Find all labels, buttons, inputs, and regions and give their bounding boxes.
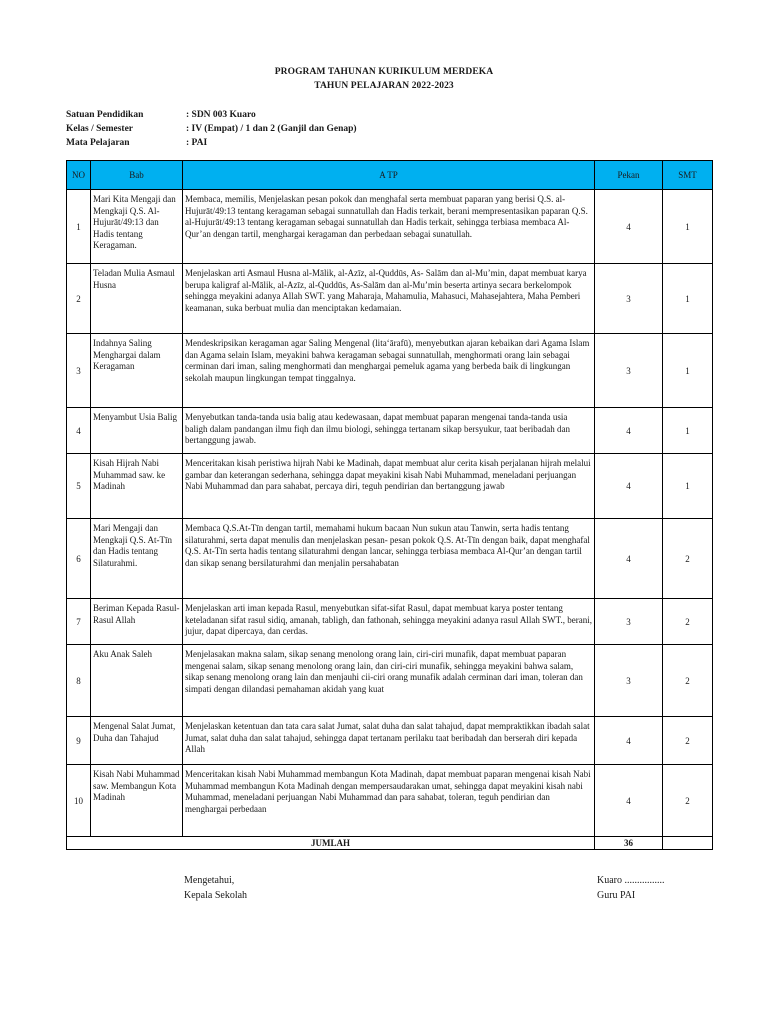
row-pekan: 4 xyxy=(595,408,663,454)
table-row xyxy=(67,454,713,519)
row-bab: Kisah Nabi Muhammad saw. Membangun Kota Madinah xyxy=(91,765,183,837)
row-bab: Mengenal Salat Jumat, Duha dan Tahajud xyxy=(91,717,183,765)
row-smt: 1 xyxy=(663,190,713,264)
row-smt: 1 xyxy=(663,408,713,454)
row-pekan: 3 xyxy=(595,334,663,408)
row-smt: 2 xyxy=(663,765,713,837)
meta-row-kelas xyxy=(66,122,357,136)
signature-right-line1: Kuaro ................ xyxy=(597,875,665,886)
table-row xyxy=(67,717,713,765)
row-pekan: 4 xyxy=(595,717,663,765)
row-pekan: 4 xyxy=(595,519,663,599)
col-smt-header: SMT xyxy=(663,161,713,190)
meta-value: : PAI xyxy=(186,138,208,148)
table-row xyxy=(67,765,713,837)
program-table xyxy=(66,160,713,850)
row-pekan: 4 xyxy=(595,190,663,264)
table-header-row xyxy=(67,161,713,190)
row-bab: Teladan Mulia Asmaul Husna xyxy=(91,264,183,334)
meta-value: : SDN 003 Kuaro xyxy=(186,110,256,120)
total-label: JUMLAH xyxy=(67,837,595,850)
document-subtitle: TAHUN PELAJARAN 2022-2023 xyxy=(314,81,454,91)
signature-right xyxy=(597,873,665,903)
signature-left-line2: Kepala Sekolah xyxy=(184,890,248,901)
meta-label: Satuan Pendidikan xyxy=(66,110,144,120)
row-atp: Mendeskripsikan keragaman agar Saling Mengenal (lita‘ārafū), menyebutkan ajaran kebaikan dari Agama Islam dan Agama selain Islam, meyakini bahwa keragaman sebagai sunnatullah, menghormati orang lain sebagai cerminan dari iman, saling menghormati dan menghargai pemeluk agama yang berbeda baik di lingkungan sekolah maupun lingkungan tempat tinggalnya. xyxy=(183,334,595,408)
row-atp: Menjelaskan arti iman kepada Rasul, menyebutkan sifat-sifat Rasul, dapat membuat karya poster tentang keteladanan sifat rasul sidiq, amanah, tabligh, dan fathonah, sehingga meyakini adanya rasul Allah SWT., berani, jujur, dapat dipercaya, dan cerdas. xyxy=(183,599,595,645)
table-row xyxy=(67,334,713,408)
row-no: 9 xyxy=(67,717,91,765)
table-row xyxy=(67,519,713,599)
row-bab: Aku Anak Saleh xyxy=(91,645,183,717)
col-no-header: NO xyxy=(67,161,91,190)
table-row xyxy=(67,190,713,264)
row-atp: Membaca Q.S.At-Tīn dengan tartil, memahami hukum bacaan Nun sukun atau Tanwin, serta hadis tentang silaturahmi, serta dapat menulis dan menjelaskan pesan- pesan pokok Q.S. At-Tīn dengan baik, dapat menghafal Q.S. At-Tīn serta hadis tentang silaturahmi dengan lancar, sehingga terbiasa membaca Al-Qur’an dengan tartil dan sikap senang bersilaturahmi dan menjalin persahabatan xyxy=(183,519,595,599)
meta-value: : IV (Empat) / 1 dan 2 (Ganjil dan Genap) xyxy=(186,124,357,134)
signature-left xyxy=(184,873,247,903)
row-smt: 2 xyxy=(663,519,713,599)
total-value: 36 xyxy=(595,837,663,850)
table-row xyxy=(67,645,713,717)
table-row xyxy=(67,599,713,645)
row-bab: Mari Kita Mengaji dan Mengkaji Q.S. Al-Hujurāt/49:13 dan Hadis tentang Keragaman. xyxy=(91,190,183,264)
row-pekan: 3 xyxy=(595,599,663,645)
row-smt: 2 xyxy=(663,599,713,645)
row-no: 3 xyxy=(67,334,91,408)
row-atp: Membaca, memilis, Menjelaskan pesan pokok dan menghafal serta membuat paparan yang berisi Q.S. al-Hujurāt/49:13 tentang keragaman sebagai sunnatullah dan Hadis terkait, berani mempresentasikan paparan Q.S. al-Hujurāt/49:13 tentang keragaman sebagai sunnatullah dan Hadis terkait, sehingga terbiasa membaca Al-Qur’an dengan tartil, menghargai keragaman dan perbedaan sebagai sunatullah. xyxy=(183,190,595,264)
signature-left-line1: Mengetahui, xyxy=(184,875,235,886)
document-meta xyxy=(66,108,357,150)
row-pekan: 3 xyxy=(595,264,663,334)
row-smt: 1 xyxy=(663,454,713,519)
row-pekan: 4 xyxy=(595,454,663,519)
table-total-row xyxy=(67,837,713,850)
row-no: 1 xyxy=(67,190,91,264)
meta-label: Mata Pelajaran xyxy=(66,138,130,148)
col-pekan-header: Pekan xyxy=(595,161,663,190)
row-bab: Menyambut Usia Balig xyxy=(91,408,183,454)
row-bab: Indahnya Saling Menghargai dalam Keragaman xyxy=(91,334,183,408)
row-atp: Menjelaskan ketentuan dan tata cara salat Jumat, salat duha dan salat tahajud, dapat mempraktikkan ibadah salat Jumat, salat duha dan salat tahajud, sehingga dapat tertanam perilaku taat beribadah dan berserah diri kepada Allah xyxy=(183,717,595,765)
signature-right-line2: Guru PAI xyxy=(597,890,636,901)
meta-row-mapel xyxy=(66,136,357,150)
row-bab: Beriman Kepada Rasul-Rasul Allah xyxy=(91,599,183,645)
row-atp: Menjelasakan makna salam, sikap senang menolong orang lain, ciri-ciri munafik, dapat membuat paparan mengenai salam, sikap senang menolong orang lain, dan ciri-ciri munafik, sehingga meyakini bahwa salam, sikap senang menolong orang lain dan menjauhi cii-ciri orang munafik adalah cerminan dari iman, toleran dan simpati dengan dilandasi pemahaman akidah yang kuat xyxy=(183,645,595,717)
row-pekan: 3 xyxy=(595,645,663,717)
row-no: 8 xyxy=(67,645,91,717)
row-smt: 2 xyxy=(663,717,713,765)
row-no: 6 xyxy=(67,519,91,599)
meta-row-satuan xyxy=(66,108,357,122)
table-row xyxy=(67,264,713,334)
row-no: 10 xyxy=(67,765,91,837)
row-smt: 1 xyxy=(663,264,713,334)
row-no: 4 xyxy=(67,408,91,454)
row-pekan: 4 xyxy=(595,765,663,837)
row-no: 7 xyxy=(67,599,91,645)
row-no: 5 xyxy=(67,454,91,519)
row-atp: Menjelaskan arti Asmaul Husna al-Mālik, al-Azīz, al-Quddūs, As- Salām dan al-Mu’min, dapat membuat karya berupa kaligraf al-Mālik, al-Azīz, al-Quddūs, As-Salām dan al-Mu’min beserta artinya secara berkelompok sehingga meyakini adanya Allah SWT. yang Maharaja, Mahamulia, Mahasuci, Mahasejahtera, Maha Pemberi keamanan, suka berbuat mulia dan menciptakan kedamaian. xyxy=(183,264,595,334)
col-atp-header: A TP xyxy=(183,161,595,190)
meta-label: Kelas / Semester xyxy=(66,124,134,134)
row-bab: Mari Mengaji dan Mengkaji Q.S. At-Tīn dan Hadis tentang Silaturahmi. xyxy=(91,519,183,599)
row-bab: Kisah Hijrah Nabi Muhammad saw. ke Madinah xyxy=(91,454,183,519)
row-atp: Menceritakan kisah peristiwa hijrah Nabi ke Madinah, dapat membuat alur cerita kisah perjalanan hijrah melalui gambar dan keterangan sederhana, sehingga dapat meyakini kisah Nabi Muhammad, meneladani perjuangan Nabi Muhammad dan para sahabat, percaya diri, teguh pendirian dan bertanggung jawab xyxy=(183,454,595,519)
total-empty xyxy=(663,837,713,850)
row-atp: Menyebutkan tanda-tanda usia balig atau kedewasaan, dapat membuat paparan mengenai tanda-tanda usia baligh dalam pandangan ilmu fiqh dan ilmu biologi, sehingga tertanam sikap bersyukur, taat beribadah dan bertanggung jawab. xyxy=(183,408,595,454)
row-atp: Menceritakan kisah Nabi Muhammad membangun Kota Madinah, dapat membuat paparan mengenai kisah Nabi Muhammad membangun Kota Madinah dengan mempersaudarakan umat, sehingga dapat meyakini kisah nabi Muhammad, meneladani perjuangan Nabi Muhammad dan para sahabat, toleran, teguh pendirian dan menghargai perbedaan xyxy=(183,765,595,837)
row-smt: 1 xyxy=(663,334,713,408)
row-smt: 2 xyxy=(663,645,713,717)
row-no: 2 xyxy=(67,264,91,334)
col-bab-header: Bab xyxy=(91,161,183,190)
document-title: PROGRAM TAHUNAN KURIKULUM MERDEKA xyxy=(274,67,494,77)
table-row xyxy=(67,408,713,454)
